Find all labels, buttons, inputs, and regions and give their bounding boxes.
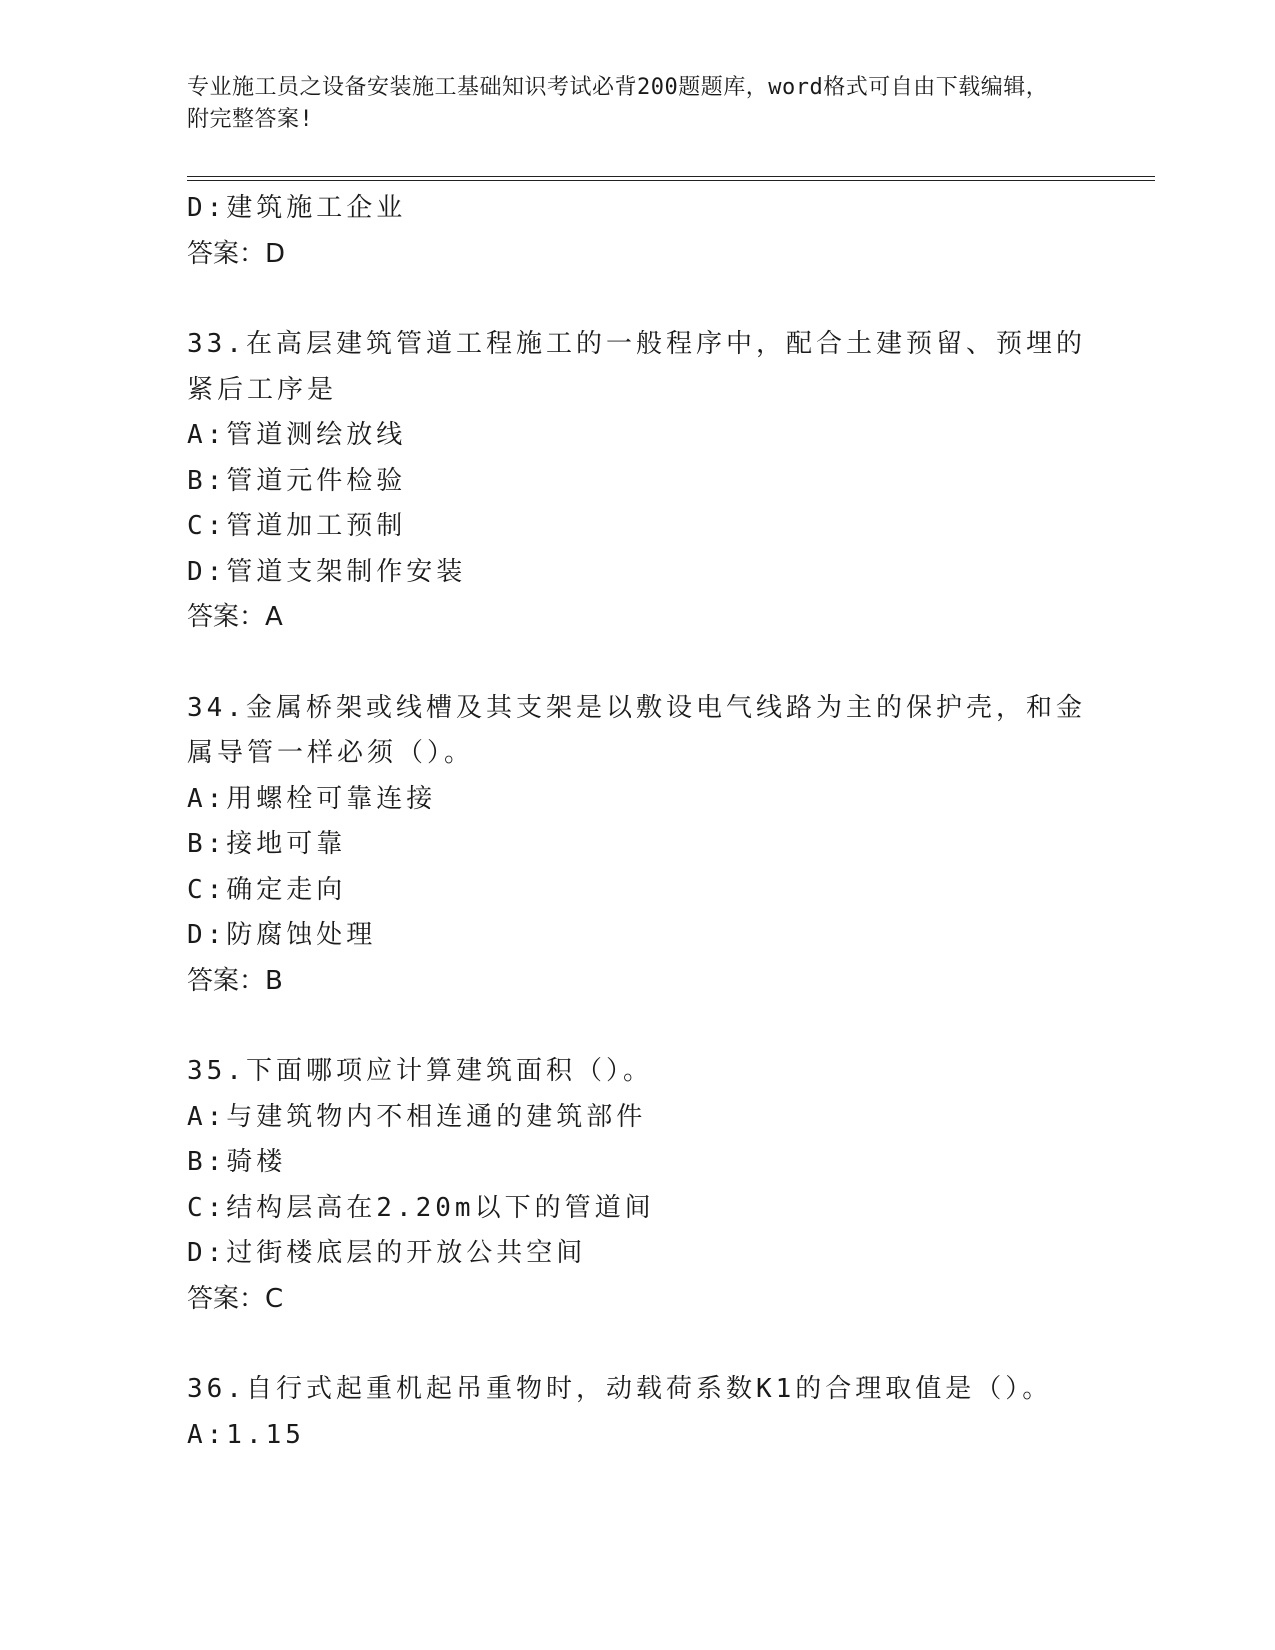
option-a: A:用螺栓可靠连接 bbox=[187, 783, 437, 814]
answer-line: 答案：A bbox=[187, 602, 283, 632]
question-block bbox=[187, 322, 1087, 641]
question-text: 36.自行式起重机起吊重物时，动载荷系数K1的合理取值是（）。 bbox=[187, 1374, 1053, 1404]
option-b: B:管道元件检验 bbox=[187, 465, 407, 496]
option-c: C:结构层高在2.20m以下的管道间 bbox=[187, 1192, 655, 1223]
question-text: 34.金属桥架或线槽及其支架是以敷设电气线路为主的保护壳，和金属导管一样必须（）。 bbox=[187, 692, 1086, 768]
header-divider bbox=[187, 176, 1155, 181]
option-d: D:建筑施工企业 bbox=[187, 193, 407, 223]
option-c: C:管道加工预制 bbox=[187, 511, 407, 541]
option-a: A:1.15 bbox=[187, 1419, 305, 1450]
option-a: A:管道测绘放线 bbox=[187, 420, 407, 450]
header-text: 专业施工员之设备安装施工基础知识考试必背200题题库，word格式可自由下载编辑，附完整答案! bbox=[187, 75, 1049, 132]
question-text: 33.在高层建筑管道工程施工的一般程序中，配合土建预留、预埋的紧后工序是 bbox=[187, 329, 1086, 405]
option-c: C:确定走向 bbox=[187, 874, 347, 905]
option-d: D:过街楼底层的开放公共空间 bbox=[187, 1238, 587, 1268]
question-block bbox=[187, 1049, 1087, 1322]
answer-line: 答案：C bbox=[187, 1283, 284, 1314]
question-block bbox=[187, 686, 1087, 1005]
question-block bbox=[187, 1367, 1087, 1458]
question-block bbox=[187, 186, 1087, 277]
document-header bbox=[187, 72, 1067, 136]
question-list bbox=[187, 186, 1087, 1458]
option-b: B:接地可靠 bbox=[187, 829, 347, 859]
question-text: 35.下面哪项应计算建筑面积（）。 bbox=[187, 1056, 653, 1086]
option-d: D:防腐蚀处理 bbox=[187, 920, 377, 950]
option-b: B:骑楼 bbox=[187, 1147, 287, 1177]
option-a: A:与建筑物内不相连通的建筑部件 bbox=[187, 1101, 647, 1132]
option-d: D:管道支架制作安装 bbox=[187, 556, 467, 587]
answer-line: 答案：B bbox=[187, 965, 283, 996]
answer-line: 答案：D bbox=[187, 238, 286, 269]
